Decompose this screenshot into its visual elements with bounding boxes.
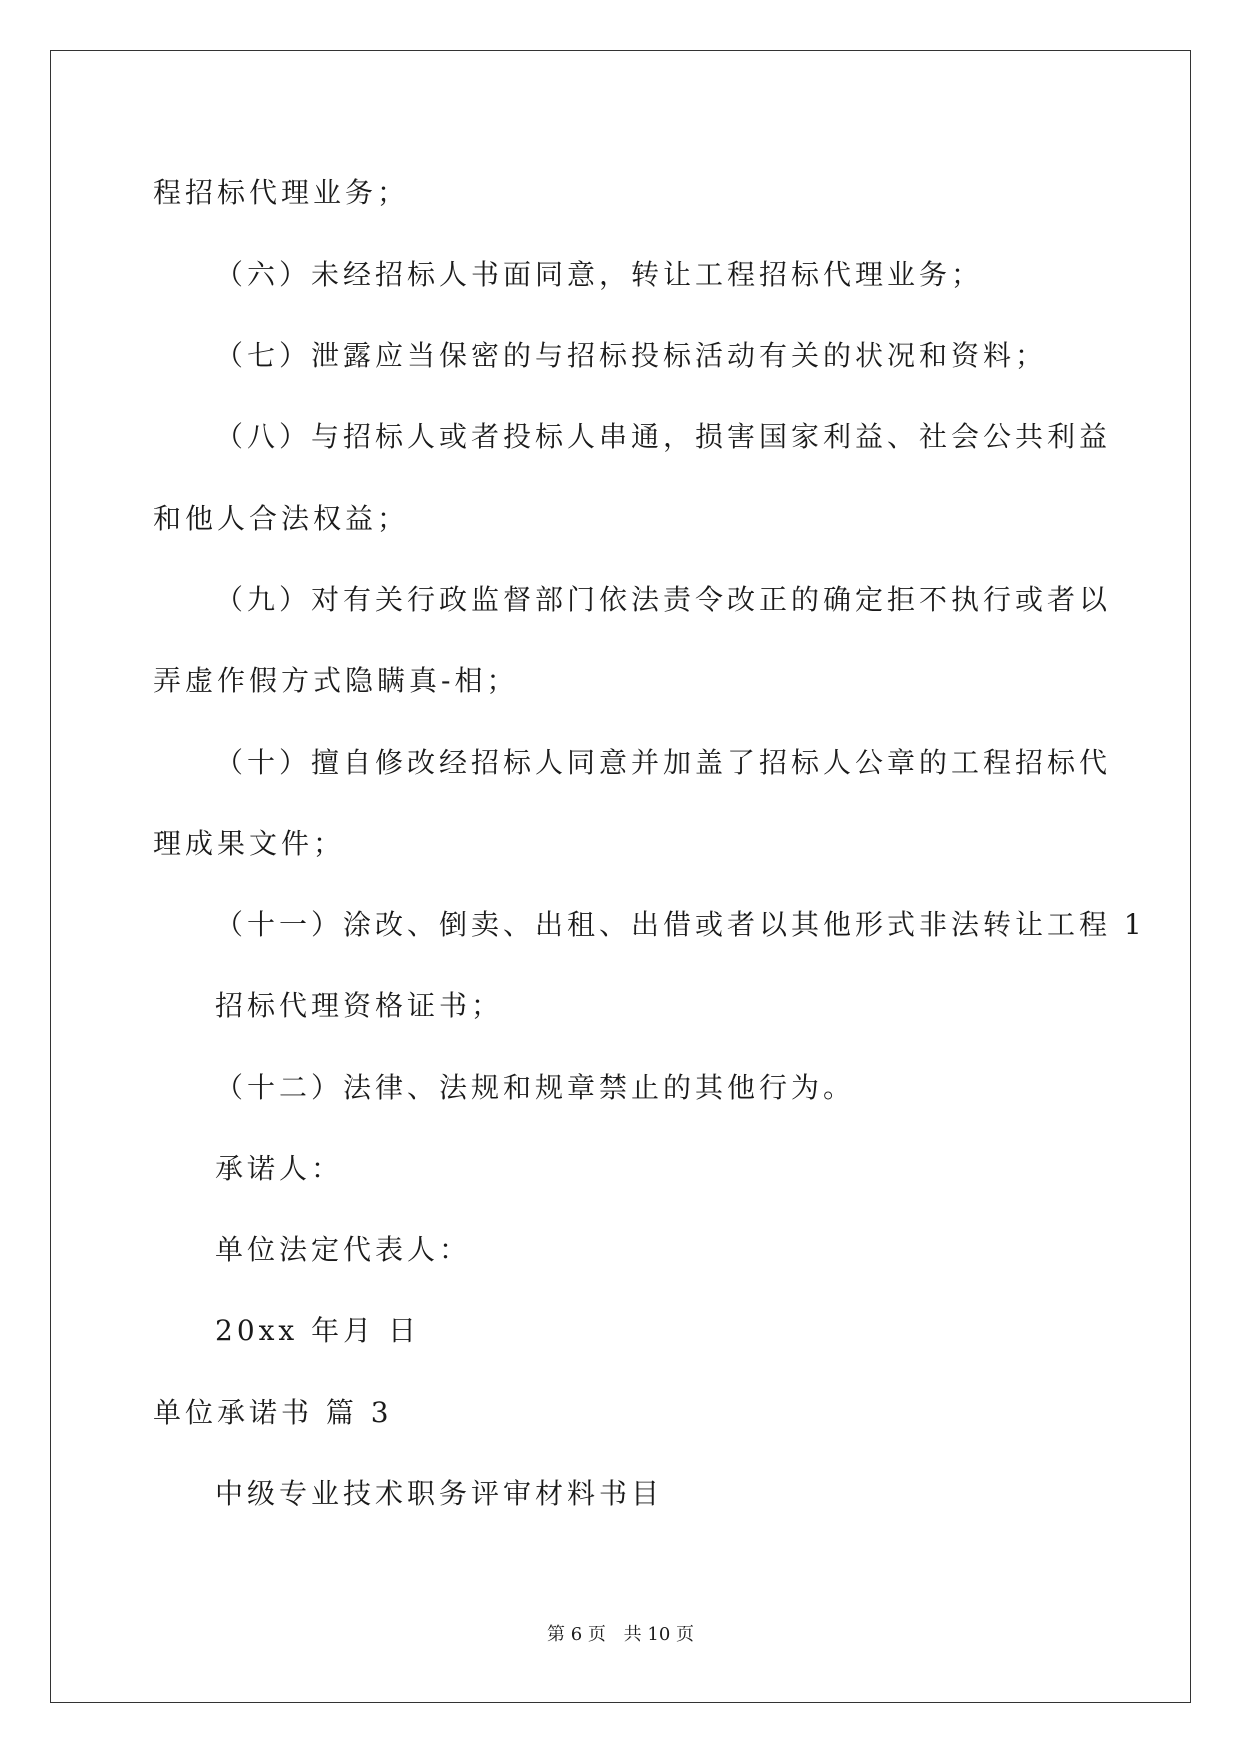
legal-rep-label: 单位法定代表人： xyxy=(215,1233,472,1266)
body-line: 和他人合法权益； xyxy=(153,502,410,535)
body-line: （十二）法律、法规和规章禁止的其他行为。 xyxy=(215,1071,856,1104)
date-line: 20xx 年月 日 xyxy=(215,1314,421,1347)
body-line: 理成果文件； xyxy=(153,827,346,860)
body-line: 中级专业技术职务评审材料书目 xyxy=(215,1477,664,1510)
body-line: 弄虚作假方式隐瞒真-相； xyxy=(153,664,519,697)
page-total: 共 10 页 xyxy=(623,1624,694,1645)
body-line: 招标代理资格证书； xyxy=(215,989,504,1022)
page-border xyxy=(50,50,1191,1703)
section-heading: 单位承诺书 篇 3 xyxy=(153,1396,393,1429)
body-line: （九）对有关行政监督部门依法责令改正的确定拒不执行或者以 xyxy=(215,583,1112,616)
body-line: （八）与招标人或者投标人串通，损害国家利益、社会公共利益 xyxy=(215,420,1112,453)
page-footer xyxy=(0,1624,1241,1646)
body-line: 程招标代理业务； xyxy=(153,176,410,209)
page-number: 第 6 页 xyxy=(547,1624,606,1645)
signatory-label: 承诺人： xyxy=(215,1152,344,1185)
body-line: （十一）涂改、倒卖、出租、出借或者以其他形式非法转让工程 1 xyxy=(215,908,1146,941)
body-line: （六）未经招标人书面同意，转让工程招标代理业务； xyxy=(215,258,984,291)
body-line: （十）擅自修改经招标人同意并加盖了招标人公章的工程招标代 xyxy=(215,746,1112,779)
body-line: （七）泄露应当保密的与招标投标活动有关的状况和资料； xyxy=(215,339,1048,372)
